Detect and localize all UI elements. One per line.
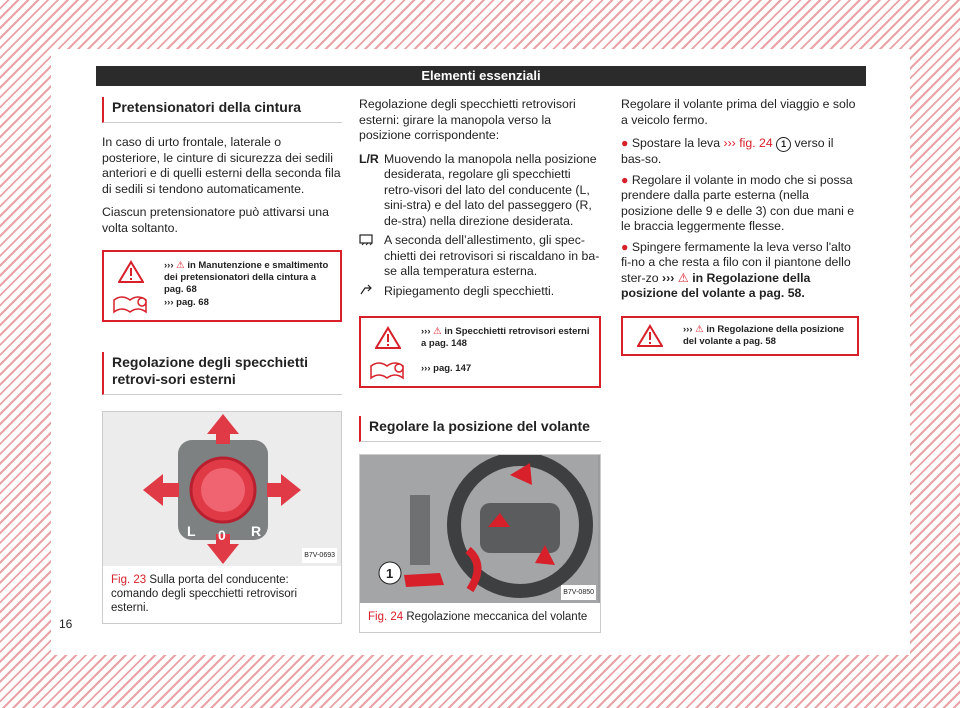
book-reference-icon [112, 294, 152, 316]
figure-code: B7V-0850 [561, 585, 596, 601]
column-1 [102, 97, 342, 624]
arrow-right-icon [267, 474, 301, 506]
list-item: Ripiegamento degli specchietti. [359, 284, 601, 301]
figure-23 [102, 411, 342, 624]
arrow-up-icon [207, 414, 239, 444]
callout-1: 1 [386, 566, 394, 581]
knob-label-r: R [251, 523, 262, 539]
arrow-left-icon [143, 474, 179, 506]
mirror-knob-illustration [103, 412, 341, 566]
warning-ref-1[interactable]: ››› ⚠ in Regolazione della posizione del volante a pag. 58 [683, 323, 845, 347]
column-3 [621, 97, 859, 356]
figure-24 [359, 454, 601, 633]
warning-ref-2[interactable]: ››› pag. 68 [164, 297, 209, 308]
bullet-item: ● Spostare la leva ››› fig. 24 1 verso il bas-so. [621, 136, 834, 166]
knob-label-0: 0 [218, 527, 226, 543]
warning-triangle-icon [637, 324, 663, 348]
warning-triangle-icon [375, 326, 401, 350]
knob-label-l: L [187, 523, 196, 539]
warning-ref-1[interactable]: ››› ⚠ in Specchietti retrovisori esterni a pag. 148 [421, 326, 590, 349]
section-heading-steering: Regolare la posizione del volante [359, 416, 601, 442]
bullet-item: ● Spingere fermamente la leva verso l'alto fi-no a che resta a filo con il piantone dello ster-zo ››› ⚠ in Regolazione della posizione del volante a pag. 58. [621, 239, 851, 300]
warning-triangle-icon [118, 260, 144, 284]
paragraph: Regolazione degli specchietti retrovisori esterni: girare la manopola verso la posizione corrispondente: [359, 97, 576, 142]
page-number: 16 [59, 617, 73, 631]
mirror-control-drawing [103, 412, 341, 566]
manual-page [51, 49, 910, 655]
column-2 [359, 97, 601, 633]
warning-ref-2[interactable]: ››› pag. 147 [421, 363, 472, 374]
warning-box [102, 250, 342, 322]
warning-box [359, 316, 601, 388]
figure-link[interactable]: ››› fig. 24 [723, 136, 773, 150]
figure-caption: Fig. 23 Sulla porta del conducente: comando degli specchietti retrovisori esterni. [111, 574, 298, 614]
bullet-item: ● Regolare il volante in modo che si possa prendere dalla parte esterna (nella posizione delle 9 e delle 3) con due mani e le braccia leggermente flesse. [621, 172, 855, 233]
steering-wheel-drawing [360, 455, 598, 603]
paragraph: Ciascun pretensionatore può attivarsi una volta soltanto. [102, 205, 329, 235]
section-heading-mirrors: Regolazione degli specchietti retrovi-sori esterni [102, 352, 342, 395]
mirror-fold-icon [359, 284, 384, 301]
warning-ref-1[interactable]: ››› ⚠ in Manutenzione e smaltimento dei pretensionatori della cintura a pag. 68 [164, 260, 329, 295]
figure-caption: Fig. 24 Regolazione meccanica del volante [368, 611, 588, 623]
section-heading-pretensioners: Pretensionatori della cintura [102, 97, 342, 123]
list-item: L/R Muovendo la manopola nella posizione desiderata, regolare gli specchietti retro-visori del lato del conducente (L, sini-stra) e del lato del passeggero (R, de-stra) nella direzione desiderata. [359, 151, 597, 228]
warning-link[interactable]: ››› ⚠ in Regolazione della posizione del volante a pag. 58. [621, 270, 811, 300]
paragraph: In caso di urto frontale, laterale o posteriore, le cinture di sicurezza dei sedili anteriori e di quelli esterni della seconda fila di sedili si tendono automaticamente. [102, 135, 341, 196]
steering-wheel-illustration [360, 455, 600, 603]
book-reference-icon [369, 360, 409, 382]
mirror-heating-icon [359, 233, 384, 280]
figure-code: B7V-0693 [302, 548, 337, 564]
warning-box [621, 316, 859, 356]
list-item: A seconda dell’allestimento, gli spec-chietti dei retrovisori si riscaldano in ba-se alla temperatura esterna. [359, 233, 601, 280]
section-header: Elementi essenziali [96, 66, 866, 86]
paragraph: Regolare il volante prima del viaggio e solo a veicolo fermo. [621, 97, 856, 127]
